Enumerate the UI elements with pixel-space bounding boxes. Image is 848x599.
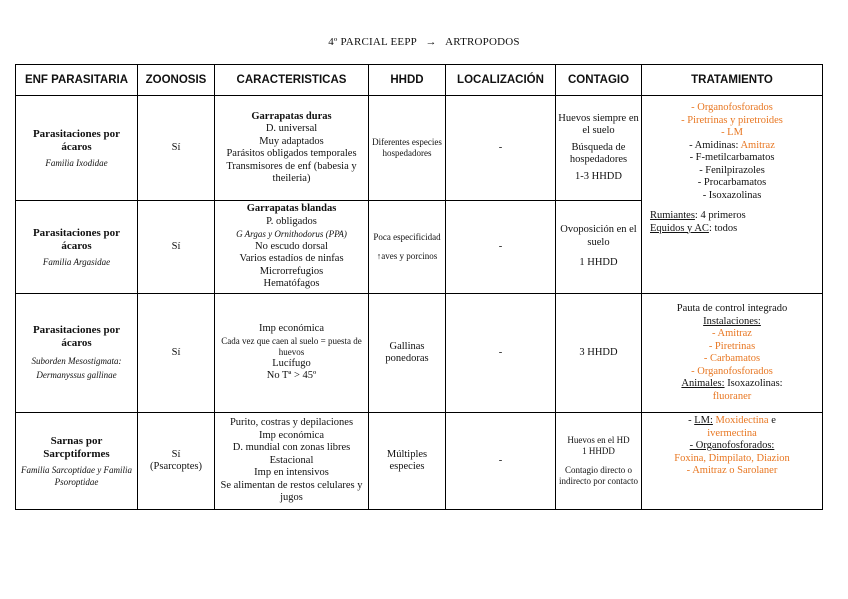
treat-line: fluoraner	[712, 390, 752, 402]
parasites-table	[15, 64, 823, 510]
enf-cell	[16, 413, 138, 510]
car-line: Se alimentan de restos celulares y jugos	[220, 479, 363, 504]
zoonosis-note: (Psarcoptes)	[150, 461, 202, 472]
hhdd-cell: Gallinas ponedoras	[369, 294, 446, 413]
treat-line: - Organofosforados	[691, 365, 773, 377]
zoonosis-cell: Sí	[138, 96, 215, 201]
treat-amidinas-label: - Amidinas:	[689, 139, 739, 151]
enf-name: Parasitaciones por ácaros	[32, 324, 121, 349]
treat-lm-label: LM:	[694, 415, 713, 426]
localizacion-cell: -	[446, 96, 556, 201]
treat-line: - Isoxazolinas	[702, 189, 762, 201]
enf-family: Familia Sarcoptidae y Familia Psoroptidae	[21, 464, 132, 487]
treat-lm-prefix: -	[688, 415, 695, 426]
contagio-line: Búsqueda de hospedadores	[569, 141, 628, 166]
treat-line: - Fenilpirazoles	[699, 164, 765, 176]
car-line: Imp económica	[258, 323, 324, 335]
treat-equidos-value: : todos	[708, 222, 738, 234]
car-line: P. obligados	[266, 215, 317, 227]
car-line: Imp en intensivos	[254, 467, 329, 479]
treat-line: - Amitraz	[712, 328, 752, 339]
caracteristicas-cell	[215, 294, 369, 413]
treat-amidinas	[644, 140, 820, 153]
enf-name: Sarnas por Sarcptiformes	[43, 434, 110, 460]
header-localizacion: LOCALIZACIÓN	[446, 65, 556, 96]
treat-instalaciones-label: Instalaciones:	[703, 315, 761, 327]
tratamiento-cell	[642, 413, 823, 510]
car-italic-line: G Argas y Ornithodorus (PPA)	[236, 229, 347, 240]
header-zoonosis: ZOONOSIS	[138, 65, 215, 96]
header-hhdd: HHDD	[369, 65, 446, 96]
treat-line: - Procarbamatos	[697, 177, 767, 188]
contagio-line: Contagio directo o indirecto por contacto	[559, 465, 638, 486]
car-line: Imp económica	[258, 429, 324, 441]
car-line: Lucífugo	[272, 357, 311, 369]
title-right: ARTROPODOS	[445, 36, 520, 48]
enf-name: Parasitaciones por ácaros	[32, 127, 121, 153]
treat-line: ivermectina	[707, 427, 757, 439]
table-row	[16, 294, 823, 413]
localizacion-cell: -	[446, 294, 556, 413]
header-contagio: CONTAGIO	[556, 65, 642, 96]
treat-equidos	[644, 223, 820, 236]
enf-family: Familia Ixodidae	[45, 157, 108, 168]
contagio-cell	[556, 96, 642, 201]
contagio-cell	[556, 201, 642, 294]
enf-suborden: Suborden Mesostigmata:	[31, 356, 122, 366]
car-line: Varios estadíos de ninfas	[239, 253, 344, 265]
enf-name: Parasitaciones por ácaros	[32, 226, 121, 252]
localizacion-cell: -	[446, 201, 556, 294]
hhdd-cell: Múltiples especies	[369, 413, 446, 510]
enf-family: Familia Argasidae	[42, 256, 111, 267]
table-row	[16, 413, 823, 510]
treat-line: - Piretrinas	[708, 340, 756, 352]
treat-rumiantes	[644, 210, 820, 223]
caracteristicas-cell	[215, 413, 369, 510]
title-left: 4º PARCIAL EEPP	[328, 36, 417, 48]
treat-rumiantes-label: Rumiantes	[650, 210, 695, 221]
zoonosis-cell	[138, 413, 215, 510]
caracteristicas-cell	[215, 96, 369, 201]
treat-lm-value: Moxidectina	[712, 415, 769, 426]
hhdd-cell: Diferentes especies hospedadores	[369, 96, 446, 201]
enf-cell	[16, 201, 138, 294]
treat-equidos-label: Equidos y AC	[650, 222, 709, 234]
contagio-line: Ovoposición en el suelo	[560, 224, 637, 248]
treat-line: - Organofosforados	[691, 102, 773, 113]
car-line: Cada vez que caen al suelo = puesta de huevos	[221, 335, 362, 357]
car-line: Transmisores de enf (babesia y theileria)	[226, 160, 357, 184]
treat-animales	[644, 378, 820, 391]
treat-intro: Pauta de control integrado	[676, 303, 788, 314]
treat-line: - Carbamatos	[703, 353, 761, 364]
car-line: Hematófagos	[263, 278, 320, 290]
contagio-cell	[556, 413, 642, 510]
contagio-line: Huevos en el HD	[567, 435, 630, 445]
enf-species: Dermanyssus gallinae	[36, 370, 117, 380]
treat-line: Foxina, Dimpilato, Diazion	[674, 452, 790, 464]
caracteristicas-cell	[215, 201, 369, 294]
localizacion-cell: -	[446, 413, 556, 510]
treat-line: - Amitraz o Sarolaner	[686, 465, 778, 476]
header-tratamiento: TRATAMIENTO	[642, 65, 823, 96]
hhdd-cell	[369, 201, 446, 294]
contagio-line: 1 HHDD	[582, 446, 615, 456]
contagio-line: 1 HHDD	[579, 257, 618, 269]
car-line: D. mundial con zonas libres	[232, 442, 351, 454]
table-row	[16, 96, 823, 201]
contagio-cell: 3 HHDD	[556, 294, 642, 413]
treat-organofosforados-label: - Organofosforados:	[689, 440, 775, 451]
treat-animales-label: Animales:	[681, 378, 725, 389]
car-line: D. universal	[265, 123, 318, 134]
car-line: Microrrefugios	[259, 265, 324, 277]
enf-cell	[16, 96, 138, 201]
car-line: Muy adaptados	[259, 135, 324, 147]
tratamiento-shared-cell	[642, 96, 823, 294]
treat-animales-value: Isoxazolinas:	[724, 378, 783, 389]
car-line: Parásitos obligados temporales	[226, 148, 357, 159]
zoonosis-cell: Sí	[138, 294, 215, 413]
hhdd-top: Poca especificidad	[373, 232, 441, 242]
car-line: No escudo dorsal	[255, 240, 328, 252]
car-line: Purito, costras y depilaciones	[229, 417, 354, 429]
car-line: Estacional	[269, 454, 314, 466]
car-title: Garrapatas blandas	[246, 203, 337, 215]
header-enf: ENF PARASITARIA	[16, 65, 138, 96]
arrow-right-icon: →	[425, 36, 437, 48]
enf-cell	[16, 294, 138, 413]
tratamiento-cell	[642, 294, 823, 413]
table-header-row	[16, 65, 823, 96]
car-line: No Tª > 45º	[266, 370, 317, 382]
contagio-line: Huevos siempre en el suelo	[558, 112, 639, 137]
header-caracteristicas: CARACTERISTICAS	[215, 65, 369, 96]
zoonosis-cell: Sí	[138, 201, 215, 294]
hhdd-bottom: ↑aves y porcinos	[376, 251, 438, 261]
car-title: Garrapatas duras	[251, 110, 332, 122]
treat-line: - LM	[721, 127, 743, 138]
treat-rumiantes-value: : 4 primeros	[694, 210, 746, 221]
treat-amidinas-value: Amitraz	[740, 139, 775, 151]
treat-lm	[644, 415, 820, 428]
zoonosis-value: Sí	[171, 448, 181, 460]
page-title	[0, 36, 848, 48]
contagio-line: 1-3 HHDD	[575, 170, 622, 182]
treat-line: - Piretrinas y piretroides	[681, 114, 783, 126]
treat-line: - F-metilcarbamatos	[689, 152, 775, 163]
treat-lm-joiner: e	[768, 415, 776, 426]
